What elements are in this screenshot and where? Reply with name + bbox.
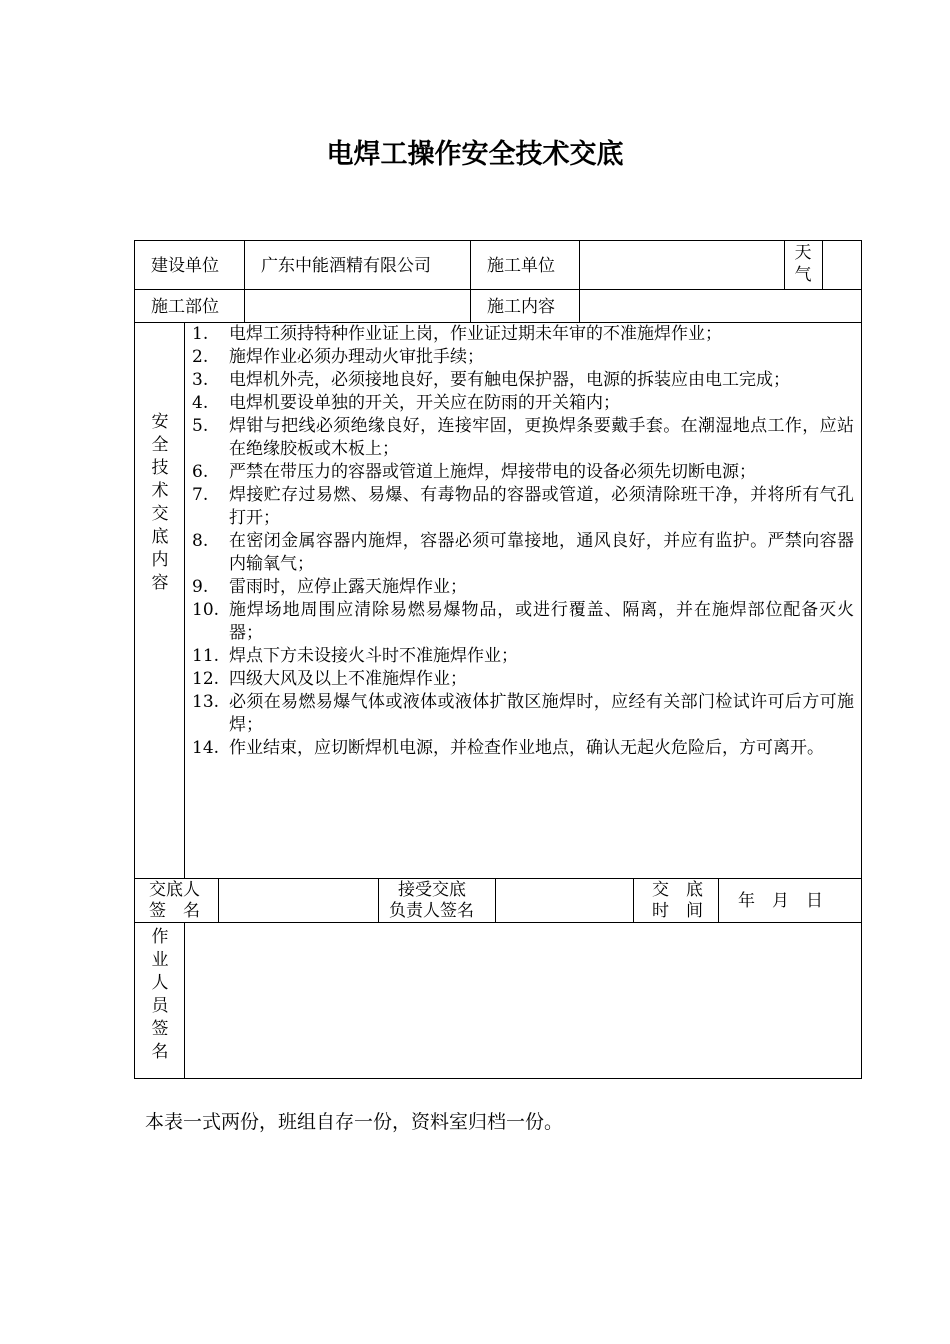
briefing-item-number: 4. bbox=[192, 393, 209, 413]
briefing-item-text: 电焊工须持特种作业证上岗，作业证过期未年审的不准施焊作业； bbox=[229, 324, 722, 344]
receiver-signature-field[interactable] bbox=[497, 880, 631, 921]
document-title: 电焊工操作安全技术交底 bbox=[326, 139, 624, 170]
briefing-item-number: 2. bbox=[192, 347, 209, 367]
table-rule-row4 bbox=[134, 922, 862, 923]
briefing-item-number: 7. bbox=[192, 485, 209, 505]
briefing-item-number: 14. bbox=[192, 738, 220, 758]
briefing-item bbox=[192, 530, 854, 576]
content-label: 施工内容 bbox=[487, 297, 555, 317]
owner-value[interactable]: 广东中能酒精有限公司 bbox=[261, 256, 431, 276]
time-label-line1: 交 底 bbox=[652, 880, 703, 900]
briefing-item bbox=[192, 576, 854, 599]
table-border-left bbox=[134, 240, 135, 1079]
table-rule-content-label bbox=[184, 322, 185, 879]
weather-label: 天气 bbox=[794, 243, 812, 285]
briefing-date-field[interactable]: 年 月 日 bbox=[738, 891, 823, 911]
briefing-item-text: 必须在易燃易爆气体或液体或液体扩散区施焊时，应经有关部门检试许可后方可施焊； bbox=[229, 692, 854, 735]
briefing-item-text: 四级大风及以上不准施焊作业； bbox=[229, 669, 467, 689]
briefing-item-number: 11. bbox=[192, 646, 220, 666]
briefing-item-number: 10. bbox=[192, 600, 220, 620]
area-label: 施工部位 bbox=[151, 297, 219, 317]
briefing-item-text: 焊点下方未设接火斗时不准施焊作业； bbox=[229, 646, 518, 666]
briefing-item bbox=[192, 484, 854, 530]
table-rule-sign-b bbox=[378, 878, 379, 923]
briefing-item bbox=[192, 599, 854, 645]
briefing-label: 安全技术交底内容 bbox=[151, 412, 169, 593]
briefing-item-number: 1. bbox=[192, 324, 209, 344]
time-label-line2: 时 间 bbox=[652, 901, 703, 921]
briefing-item-text: 电焊机要设单独的开关，开关应在防雨的开关箱内； bbox=[229, 393, 620, 413]
briefer-label-line1: 交底人 bbox=[149, 880, 200, 900]
briefing-item-text: 作业结束，应切断焊机电源，并检查作业地点，确认无起火危险后，方可离开。 bbox=[229, 738, 824, 758]
briefing-item-number: 8. bbox=[192, 531, 209, 551]
contractor-label: 施工单位 bbox=[487, 256, 555, 276]
table-rule-sign-a bbox=[218, 878, 219, 923]
briefing-item-text: 焊钳与把线必须绝缘良好，连接牢固，更换焊条要戴手套。在潮湿地点工作，应站在绝缘胶板或木板上； bbox=[229, 416, 854, 459]
briefing-item bbox=[192, 668, 854, 691]
owner-label: 建设单位 bbox=[151, 256, 219, 276]
table-border-bottom bbox=[134, 1078, 862, 1079]
table-rule-row3 bbox=[134, 878, 862, 879]
briefing-item bbox=[192, 392, 854, 415]
briefing-item-text: 严禁在带压力的容器或管道上施焊，焊接带电的设备必须先切断电源； bbox=[229, 462, 756, 482]
briefer-label-line2: 签 名 bbox=[149, 901, 200, 921]
briefing-item bbox=[192, 461, 854, 484]
briefing-item-number: 5. bbox=[192, 416, 209, 436]
briefer-signature-field[interactable] bbox=[220, 880, 376, 921]
briefing-item-number: 3. bbox=[192, 370, 209, 390]
briefing-item-number: 6. bbox=[192, 462, 209, 482]
table-rule-col-e bbox=[822, 240, 823, 290]
receiver-label-line2: 负责人签名 bbox=[389, 901, 474, 921]
workers-label: 作业人员签名 bbox=[151, 927, 169, 1062]
briefing-item-text: 电焊机外壳，必须接地良好，要有触电保护器，电源的拆装应由电工完成； bbox=[229, 370, 790, 390]
table-rule-sign-e bbox=[718, 878, 719, 923]
briefing-item bbox=[192, 737, 854, 760]
table-rule-col-b bbox=[470, 240, 471, 323]
briefing-item-text: 雷雨时，应停止露天施焊作业； bbox=[229, 577, 467, 597]
briefing-item bbox=[192, 645, 854, 668]
briefing-items-list bbox=[192, 323, 854, 760]
receiver-label-line1: 接受交底 bbox=[398, 880, 466, 900]
briefing-item bbox=[192, 323, 854, 346]
briefing-item-number: 9. bbox=[192, 577, 209, 597]
briefing-item-number: 13. bbox=[192, 692, 220, 712]
table-rule-col-c bbox=[579, 240, 580, 323]
briefing-item bbox=[192, 415, 854, 461]
footnote: 本表一式两份，班组自存一份，资料室归档一份。 bbox=[145, 1111, 564, 1133]
briefing-item-text: 在密闭金属容器内施焊，容器必须可靠接地，通风良好，并应有监护。严禁向容器内输氧气； bbox=[229, 531, 854, 574]
briefing-item-text: 施焊作业必须办理动火审批手续； bbox=[229, 347, 484, 367]
briefing-item bbox=[192, 369, 854, 392]
workers-signature-area[interactable] bbox=[186, 924, 860, 1077]
briefing-item-number: 12. bbox=[192, 669, 220, 689]
table-rule-sign-d bbox=[633, 878, 634, 923]
table-rule-workers-label bbox=[184, 922, 185, 1079]
table-rule-col-d bbox=[784, 240, 785, 290]
briefing-item bbox=[192, 346, 854, 369]
briefing-item-text: 焊接贮存过易燃、易爆、有毒物品的容器或管道，必须清除班干净，并将所有气孔打开； bbox=[229, 485, 854, 528]
table-border-right bbox=[861, 240, 862, 1079]
table-rule-sign-c bbox=[495, 878, 496, 923]
briefing-item-text: 施焊场地周围应清除易燃易爆物品，或进行覆盖、隔离，并在施焊部位配备灭火器； bbox=[229, 600, 854, 643]
briefing-item bbox=[192, 691, 854, 737]
table-rule-col-a bbox=[244, 240, 245, 323]
